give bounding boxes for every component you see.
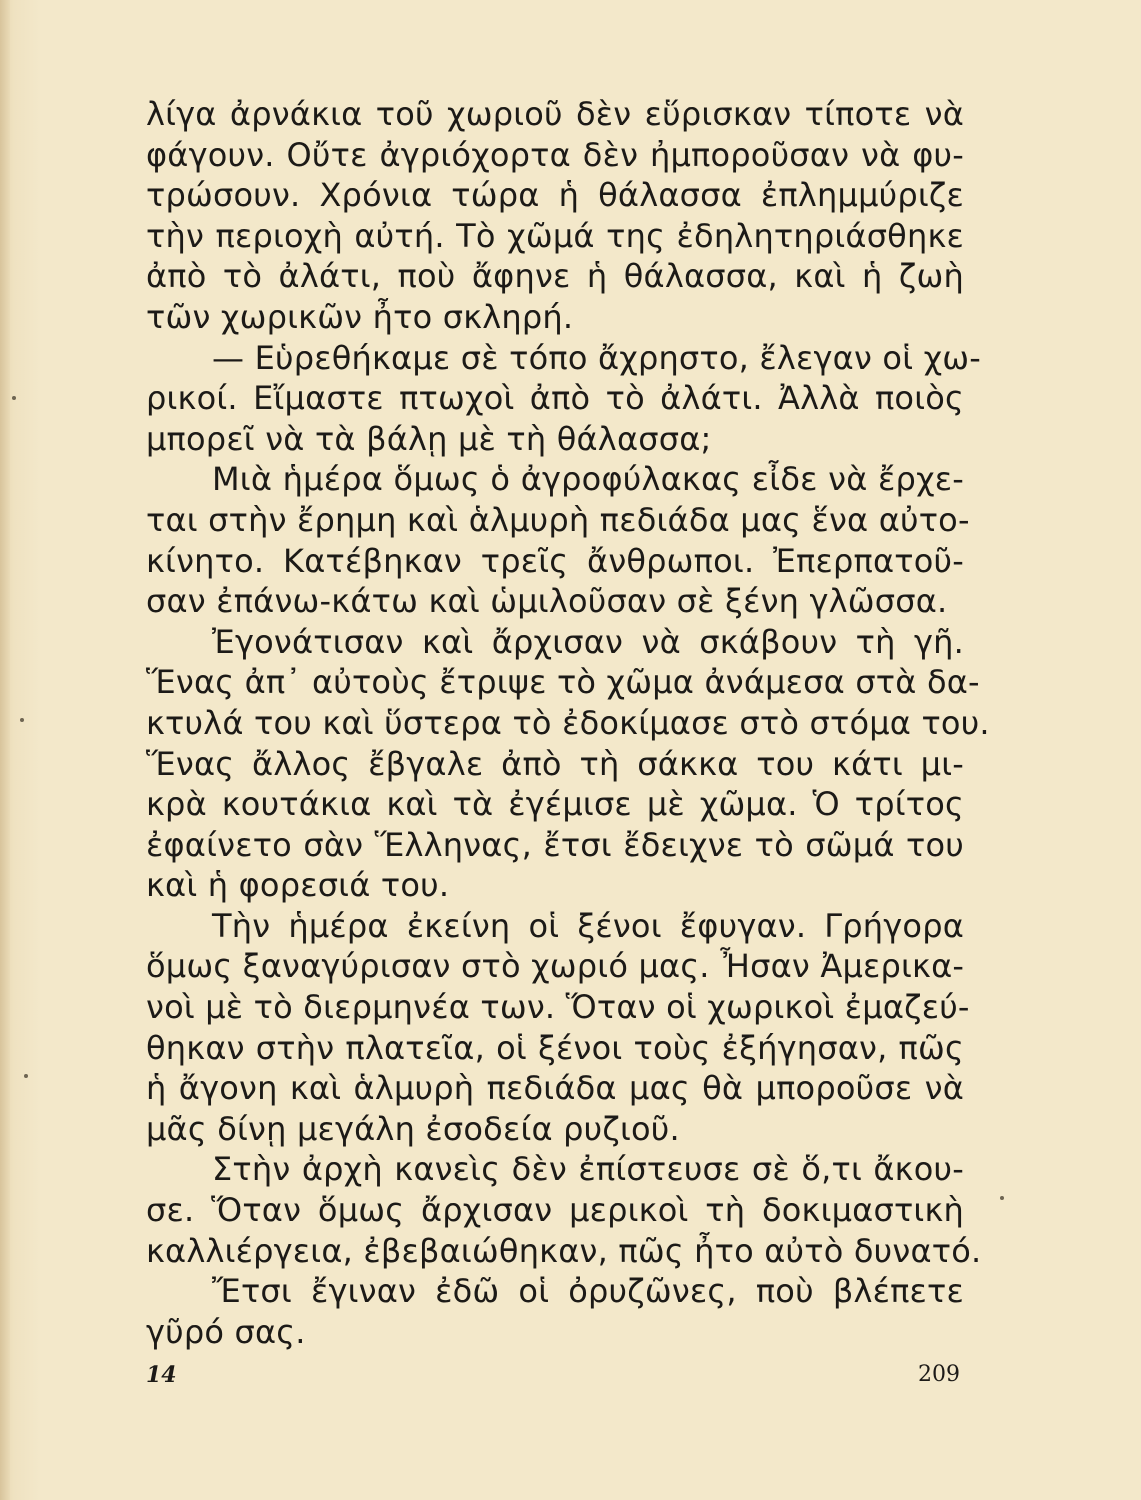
page-number: 209	[918, 1362, 960, 1387]
text-line: ἐφαίνετο σὰν Ἕλληνας, ἔτσι ἔδειχνε τὸ σῶμά του	[146, 825, 964, 864]
text-line: Μιὰ ἡμέρα ὅμως ὁ ἀγροφύλακας εἶδε νὰ ἔρχε-	[212, 460, 964, 499]
text-line: Στὴν ἀρχὴ κανεὶς δὲν ἐπίστευσε σὲ ὅ,τι ἄκου-	[212, 1150, 964, 1189]
text-line: νοὶ μὲ τὸ διερμηνέα των. Ὅταν οἱ χωρικοὶ ἐμαζεύ-	[146, 988, 970, 1027]
text-line: σε. Ὅταν ὅμως ἄρχισαν μερικοὶ τὴ δοκιμαστικὴ	[146, 1191, 964, 1230]
text-line: μπορεῖ νὰ τὰ βάλῃ μὲ τὴ θάλασσα;	[146, 419, 712, 458]
text-line: ἀπὸ τὸ ἀλάτι, ποὺ ἄφηνε ἡ θάλασσα, καὶ ἡ ζωὴ	[146, 257, 964, 296]
text-line: Ἔτσι ἔγιναν ἐδῶ οἱ ὀρυζῶνες, ποὺ βλέπετε	[212, 1272, 964, 1311]
ink-speck	[12, 396, 16, 400]
body-text	[146, 94, 990, 1352]
text-line: ἡ ἄγονη καὶ ἁλμυρὴ πεδιάδα μας θὰ μποροῦσε νὰ	[146, 1069, 964, 1108]
text-line: τρώσουν. Χρόνια τώρα ἡ θάλασσα ἐπλημμύριζε	[146, 176, 964, 215]
text-line: Τὴν ἡμέρα ἐκείνη οἱ ξένοι ἔφυγαν. Γρήγορα	[212, 906, 964, 945]
text-line: θηκαν στὴν πλατεῖα, οἱ ξένοι τοὺς ἐξήγησαν, πῶς	[146, 1028, 964, 1067]
text-line: φάγουν. Οὔτε ἀγριόχορτα δὲν ἠμποροῦσαν νὰ φυ-	[146, 135, 964, 174]
text-line: τὴν περιοχὴ αὐτή. Τὸ χῶμά της ἐδηλητηριάσθηκε	[146, 216, 964, 255]
text-line: μᾶς δίνῃ μεγάλη ἐσοδεία ρυζιοῦ.	[146, 1109, 680, 1148]
signature-mark: 14	[146, 1362, 177, 1388]
text-line: κτυλά του καὶ ὕστερα τὸ ἐδοκίμασε στὸ στόμα του.	[146, 703, 990, 742]
text-line: καὶ ἡ φορεσιά του.	[146, 866, 450, 905]
text-line: λίγα ἀρνάκια τοῦ χωριοῦ δὲν εὕρισκαν τίποτε νὰ	[146, 95, 964, 133]
paragraph	[146, 906, 970, 1150]
paragraph	[146, 94, 964, 338]
ink-speck	[1000, 1196, 1004, 1200]
ink-speck	[20, 718, 24, 722]
text-line: ρικοί. Εἴμαστε πτωχοὶ ἀπὸ τὸ ἀλάτι. Ἀλλὰ ποιὸς	[146, 379, 964, 418]
text-line: γῦρό σας.	[146, 1312, 306, 1351]
text-line: κίνητο. Κατέβηκαν τρεῖς ἄνθρωποι. Ἐπερπατοῦ-	[146, 541, 964, 580]
paragraph	[146, 459, 970, 621]
text-line: Ἕνας ἀπ᾽ αὐτοὺς ἔτριψε τὸ χῶμα ἀνάμεσα στὰ δα-	[146, 663, 980, 702]
ink-speck	[24, 1074, 28, 1078]
page-footer	[146, 1362, 960, 1402]
text-line: τῶν χωρικῶν ἦτο σκληρή.	[146, 297, 574, 336]
text-line: Ἐγονάτισαν καὶ ἄρχισαν νὰ σκάβουν τὴ γῆ.	[212, 622, 964, 661]
text-line: ὅμως ξαναγύρισαν στὸ χωριό μας. Ἦσαν Ἀμερικα-	[146, 947, 965, 986]
paragraph	[146, 1271, 964, 1352]
text-line: σαν ἐπάνω-κάτω καὶ ὡμιλοῦσαν σὲ ξένη γλῶσσα.	[146, 582, 948, 621]
text-line: ται στὴν ἔρημη καὶ ἁλμυρὴ πεδιάδα μας ἕνα αὐτο-	[146, 500, 970, 539]
text-line: Ἕνας ἄλλος ἔβγαλε ἀπὸ τὴ σάκκα του κάτι μι-	[146, 744, 964, 783]
text-line: — Εὑρεθήκαμε σὲ τόπο ἄχρηστο, ἔλεγαν οἱ χω-	[212, 338, 982, 377]
binding-edge	[0, 0, 10, 1500]
text-line: καλλιέργεια, ἐβεβαιώθηκαν, πῶς ἦτο αὐτὸ δυνατό.	[146, 1231, 982, 1270]
paragraph	[146, 622, 990, 906]
paragraph	[146, 338, 982, 460]
text-line: κρὰ κουτάκια καὶ τὰ ἐγέμισε μὲ χῶμα. Ὁ τρίτος	[146, 785, 964, 824]
paragraph	[146, 1149, 982, 1271]
